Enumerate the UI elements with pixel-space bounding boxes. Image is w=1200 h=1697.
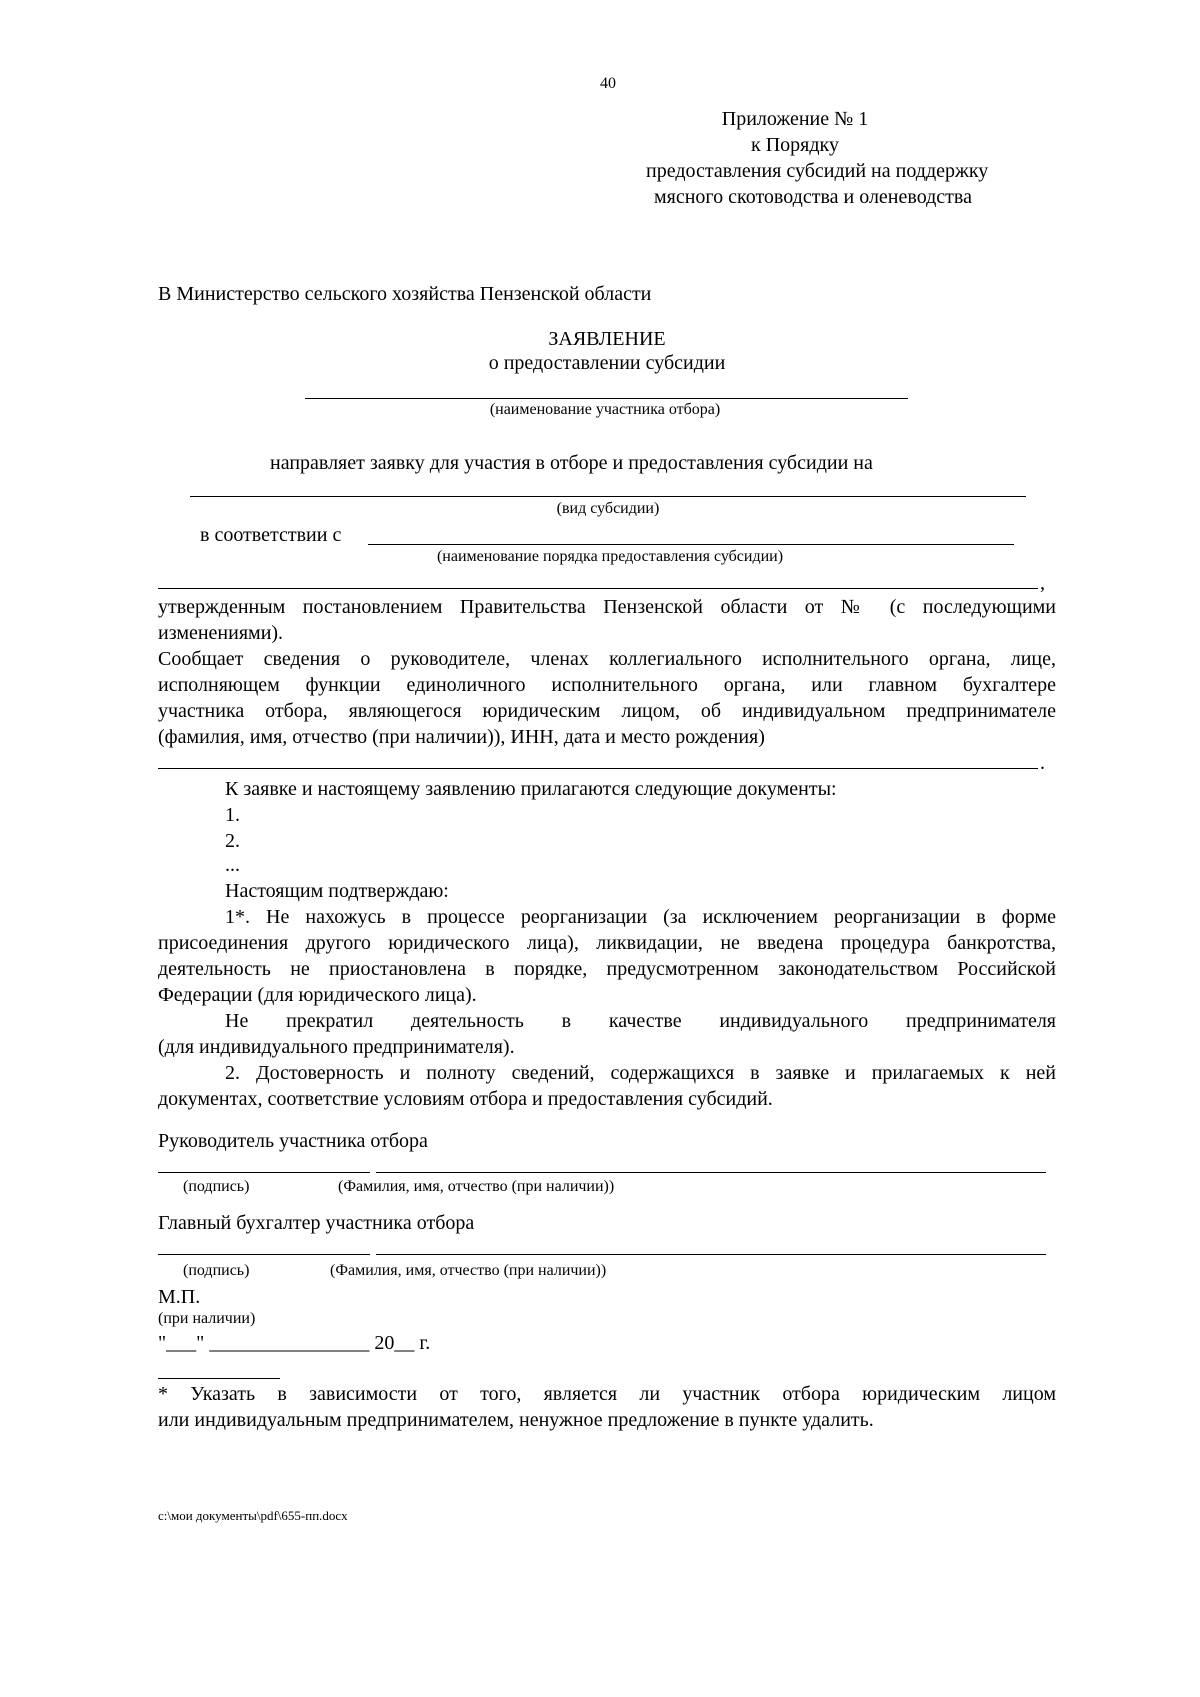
subsidy-type-line bbox=[190, 496, 1026, 497]
footnote-separator bbox=[158, 1378, 280, 1379]
procedure-line-2 bbox=[158, 588, 1038, 589]
appendix-line-3: предоставления субсидий на поддержку bbox=[646, 160, 989, 182]
subsidy-type-caption: (вид субсидии) bbox=[556, 500, 660, 517]
head-sign-caption: (подпись) bbox=[183, 1178, 250, 1195]
accountant-label: Главный бухгалтер участника отбора bbox=[158, 1212, 475, 1234]
p1-line-1: 1*. Не нахожусь в процессе реорганизации (за исключением реорганизации в форме bbox=[225, 906, 1056, 928]
reports-line-4: (фамилия, имя, отчество (при наличии)), ИНН, дата и место рождения) bbox=[158, 726, 765, 748]
p2-line-1: 2. Достоверность и полноту сведений, содержащихся в заявке и прилагаемых к ней bbox=[225, 1062, 1056, 1084]
appendix-line-4: мясного скотоводства и оленеводства bbox=[654, 186, 972, 208]
participant-name-line bbox=[305, 398, 908, 399]
p1b-line-1: Не прекратил деятельность в качестве индивидуального предпринимателя bbox=[225, 1010, 1056, 1032]
stamp-label: М.П. bbox=[158, 1286, 201, 1308]
date-line: "___" ________________ 20__ г. bbox=[158, 1332, 431, 1354]
head-signature-line bbox=[158, 1172, 370, 1173]
reports-line-2: исполняющем функции единоличного исполнительного органа, или главном бухгалтере bbox=[158, 674, 1056, 696]
accountant-sign-caption: (подпись) bbox=[183, 1262, 250, 1279]
comma: , bbox=[1040, 572, 1045, 594]
accountant-signature-line bbox=[158, 1254, 370, 1255]
appendix-line-2: к Порядку bbox=[751, 134, 839, 156]
file-path: c:\мои документы\pdf\655-пп.docx bbox=[158, 1508, 348, 1523]
procedure-caption: (наименование порядка предоставления субсидии) bbox=[436, 548, 784, 565]
addressee: В Министерство сельского хозяйства Пензенской области bbox=[158, 283, 652, 305]
attached-item-1: 1. bbox=[225, 804, 240, 826]
head-label: Руководитель участника отбора bbox=[158, 1130, 428, 1152]
approved-line-1: утвержденным постановлением Правительства Пензенской области от № (с последующими bbox=[158, 596, 1056, 618]
attached-item-2: 2. bbox=[225, 830, 240, 852]
stamp-note: (при наличии) bbox=[158, 1310, 256, 1327]
period: . bbox=[1040, 752, 1045, 774]
footnote-line-2: или индивидуальным предпринимателем, ненужное предложение в пункте удалить. bbox=[158, 1409, 874, 1431]
attached-text: К заявке и настоящему заявлению прилагаются следующие документы: bbox=[225, 778, 837, 800]
document-title: ЗАЯВЛЕНИЕ bbox=[548, 328, 666, 350]
head-fio-caption: (Фамилия, имя, отчество (при наличии)) bbox=[338, 1178, 615, 1195]
reports-line-3: участника отбора, являющегося юридическим лицом, об индивидуальном предпринимателе bbox=[158, 700, 1056, 722]
head-fio-line bbox=[376, 1172, 1046, 1173]
document-subtitle: о предоставлении субсидии bbox=[488, 352, 726, 374]
p1-line-3: деятельность не приостановлена в порядке, предусмотренном законодательством Российской bbox=[158, 958, 1056, 980]
footnote-line-1: * Указать в зависимости от того, является ли участник отбора юридическим лицом bbox=[158, 1383, 1056, 1405]
p1-line-2: присоединения другого юридического лица), ликвидации, не введена процедура банкротства, bbox=[158, 932, 1056, 954]
p2-line-2: документах, соответствие условиям отбора и предоставления субсидий. bbox=[158, 1088, 773, 1110]
accountant-fio-caption: (Фамилия, имя, отчество (при наличии)) bbox=[330, 1262, 607, 1279]
procedure-line bbox=[368, 544, 1014, 545]
p1b-line-2: (для индивидуального предпринимателя). bbox=[158, 1036, 515, 1058]
attached-item-ellipsis: ... bbox=[225, 854, 240, 876]
accountant-fio-line bbox=[376, 1254, 1046, 1255]
directs-text: направляет заявку для участия в отборе и предоставления субсидии на bbox=[270, 452, 873, 474]
approved-line-2: изменениями). bbox=[158, 622, 284, 644]
reports-line-1: Сообщает сведения о руководителе, членах коллегиального исполнительного органа, лице, bbox=[158, 648, 1056, 670]
appendix-line-1: Приложение № 1 bbox=[721, 108, 869, 130]
page-number: 40 bbox=[600, 75, 616, 92]
reports-fill-line bbox=[158, 768, 1038, 769]
p1-line-4: Федерации (для юридического лица). bbox=[158, 984, 477, 1006]
confirm-heading: Настоящим подтверждаю: bbox=[225, 880, 449, 902]
in-accordance-label: в соответствии с bbox=[200, 524, 342, 546]
participant-caption: (наименование участника отбора) bbox=[489, 401, 721, 418]
